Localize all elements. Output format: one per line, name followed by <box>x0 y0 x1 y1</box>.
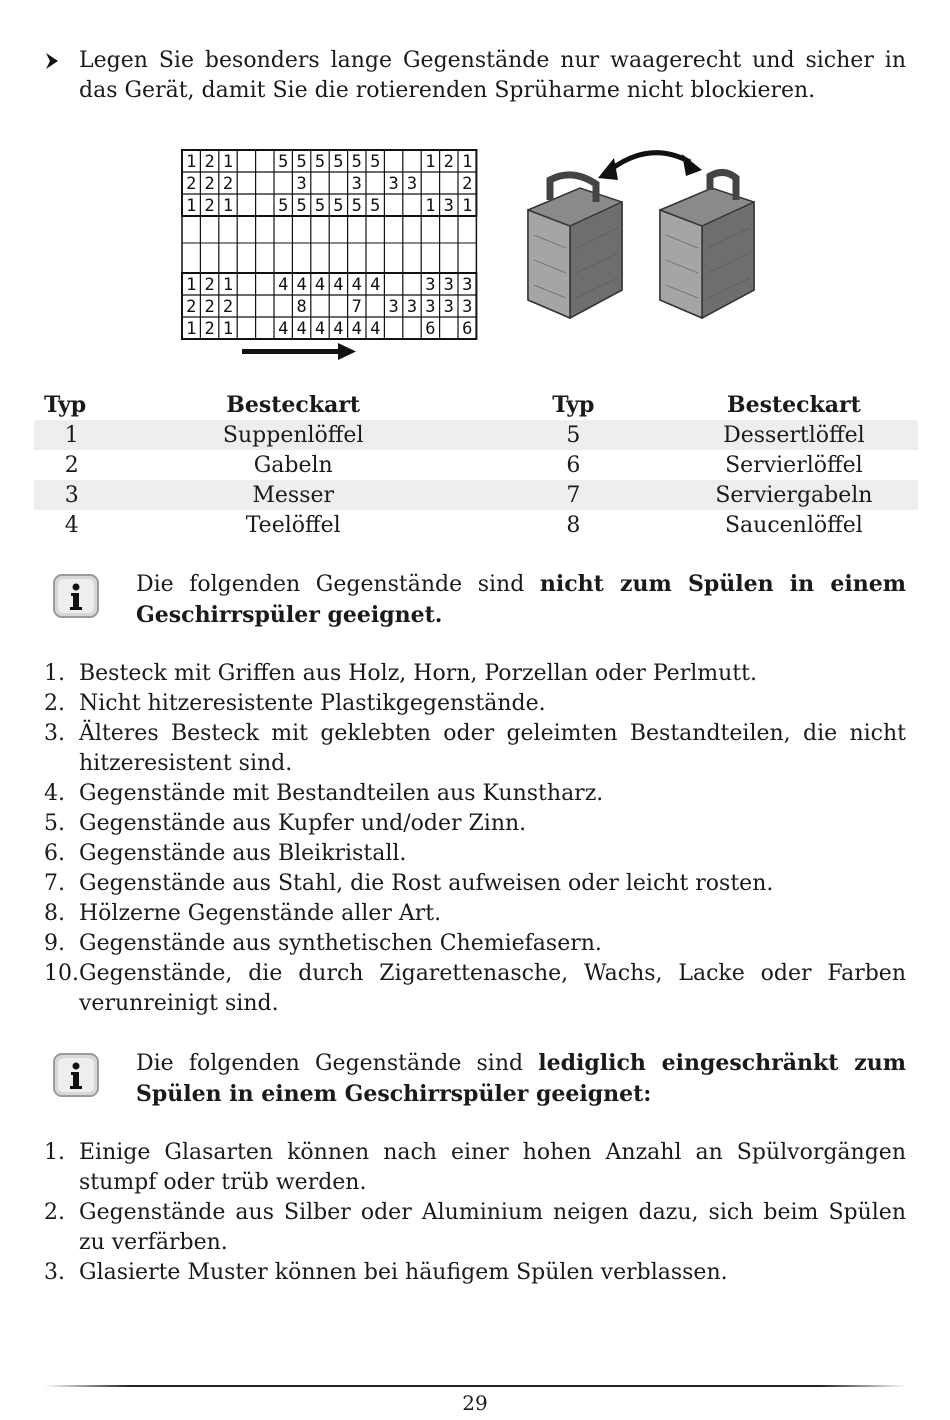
grid-cell-number: 5 <box>370 196 381 216</box>
grid-cell-number: 2 <box>204 297 215 317</box>
grid-cell-number: 4 <box>278 319 289 339</box>
intro-text: Legen Sie besonders lange Gegenstände nur waagerecht und sicher in das Gerät, damit Sie die rotierenden Sprüharme nicht blockieren. <box>79 48 906 103</box>
grid-cell-number: 1 <box>222 275 234 295</box>
cutlery-basket-figure <box>510 140 780 374</box>
footer-rule <box>44 1385 906 1387</box>
grid-cell-number: 5 <box>314 152 326 172</box>
right-arrow-icon <box>242 343 356 360</box>
table-cell: Dessertlöffel <box>670 420 918 450</box>
grid-cell-number: 3 <box>462 297 473 317</box>
grid-cell-number: 1 <box>186 319 197 339</box>
table-cell: 6 <box>566 452 581 478</box>
grid-cell-number: 3 <box>425 275 436 295</box>
grid-cell-number: 2 <box>204 196 215 216</box>
rotate-arrow-icon <box>598 153 702 180</box>
grid-cell-number: 2 <box>204 174 215 194</box>
grid-cell-number: 5 <box>333 196 344 216</box>
list-item: 4. Gegenstände mit Bestandteilen aus Kunstharz. <box>44 781 604 806</box>
info-note-not-suitable <box>44 569 906 631</box>
list-item: 10. Gegenstände, die durch Zigarettenasche, Wachs, Lacke oder Farben verunreinigt sind. <box>44 961 906 1016</box>
table-cell: Saucenlöffel <box>724 512 863 538</box>
info-icon <box>52 573 100 619</box>
grid-cell-number: 2 <box>204 319 215 339</box>
grid-cell-number: 1 <box>425 152 436 172</box>
grid-cell-number: 1 <box>186 275 197 295</box>
list-item: 2. Gegenstände aus Silber oder Aluminium neigen dazu, sich beim Spülen zu verfärben. <box>44 1200 906 1255</box>
table-cell: Gabeln <box>253 452 333 478</box>
arrow-bullet-icon <box>44 46 60 86</box>
grid-cell-number: 5 <box>351 196 362 216</box>
header-typ: Typ <box>552 391 595 418</box>
grid-cell-number: 3 <box>351 174 362 194</box>
grid-cell-number: 3 <box>443 196 454 216</box>
grid-cell-number: 4 <box>296 275 307 295</box>
grid-cell-number: 1 <box>186 196 197 216</box>
grid-cell-number: 3 <box>443 275 454 295</box>
grid-cell-number: 5 <box>278 196 289 216</box>
grid-cell-number: 1 <box>222 152 234 172</box>
not-suitable-list <box>44 659 906 1019</box>
table-cell: 7 <box>477 480 670 510</box>
grid-cell-number: 8 <box>296 297 307 317</box>
grid-cell-number: 4 <box>370 275 381 295</box>
page-number: 29 <box>462 1391 488 1415</box>
grid-cell-number: 5 <box>278 152 289 172</box>
grid-cell-number: 7 <box>351 297 362 317</box>
list-item: 3. Glasierte Muster können bei häufigem Spülen verblassen. <box>44 1260 728 1285</box>
table-cell: 4 <box>64 512 79 538</box>
list-item: 6. Gegenstände aus Bleikristall. <box>44 841 407 866</box>
grid-cell-number: 5 <box>351 152 362 172</box>
table-row <box>34 450 918 480</box>
grid-cell-number: 3 <box>388 297 399 317</box>
table-cell: Suppenlöffel <box>110 420 477 450</box>
table-row <box>34 480 918 510</box>
table-cell: 3 <box>34 480 110 510</box>
grid-cell-number: 1 <box>222 196 234 216</box>
grid-cell-number: 2 <box>222 297 234 317</box>
grid-cell-number: 4 <box>351 275 362 295</box>
intro-note <box>44 46 906 106</box>
grid-cell-number: 5 <box>370 152 381 172</box>
grid-cell-number: 4 <box>370 319 381 339</box>
grid-cell-number: 3 <box>462 275 473 295</box>
info-text <box>136 1048 906 1110</box>
table-cell: Servierlöffel <box>725 452 863 478</box>
list-item: 9. Gegenstände aus synthetischen Chemiefasern. <box>44 931 602 956</box>
grid-cell-number: 5 <box>314 196 326 216</box>
list-item: 1. Einige Glasarten können nach einer hohen Anzahl an Spülvorgängen stumpf oder trüb werden. <box>44 1140 906 1195</box>
grid-cell-number: 3 <box>388 174 399 194</box>
table-cell: 2 <box>64 452 79 478</box>
list-item: 5. Gegenstände aus Kupfer und/oder Zinn. <box>44 811 527 836</box>
grid-cell-number: 1 <box>222 319 234 339</box>
grid-cell-number: 2 <box>204 275 215 295</box>
limited-suitable-list <box>44 1138 906 1288</box>
grid-cell-number: 2 <box>443 152 454 172</box>
table-header-row <box>34 389 918 420</box>
grid-cell-number: 3 <box>406 174 418 194</box>
info-note-limited <box>44 1048 906 1110</box>
grid-cell-number: 1 <box>186 152 197 172</box>
grid-cell-number: 2 <box>222 174 234 194</box>
table-cell: Messer <box>110 480 477 510</box>
grid-cell-number: 4 <box>314 319 326 339</box>
header-typ: Typ <box>44 391 87 418</box>
info-text-bold: lediglich eingeschränkt zum Spülen in einem Geschirrspüler geeignet: <box>136 1050 906 1107</box>
grid-cell-number: 4 <box>333 319 344 339</box>
grid-cell-number: 3 <box>296 174 307 194</box>
header-besteckart: Besteckart <box>727 391 861 418</box>
info-icon <box>52 1052 100 1098</box>
grid-cell-number: 5 <box>296 196 307 216</box>
grid-cell-number: 1 <box>462 152 473 172</box>
grid-cell-number: 5 <box>333 152 344 172</box>
grid-cell-number: 4 <box>351 319 362 339</box>
list-item: 7. Gegenstände aus Stahl, die Rost aufweisen oder leicht rosten. <box>44 871 774 896</box>
list-item: 3. Älteres Besteck mit geklebten oder geleimten Bestandteilen, die nicht hitzeresistent sind. <box>44 721 906 776</box>
table-cell: Teelöffel <box>245 512 341 538</box>
grid-cell-number: 3 <box>406 297 418 317</box>
grid-cell-number: 3 <box>425 297 436 317</box>
grid-cell-number: 5 <box>296 152 307 172</box>
list-item: 1. Besteck mit Griffen aus Holz, Horn, Porzellan oder Perlmutt. <box>44 661 757 686</box>
table-row <box>34 420 918 450</box>
grid-cell-number: 4 <box>333 275 344 295</box>
table-cell: Serviergabeln <box>670 480 918 510</box>
list-item: 2. Nicht hitzeresistente Plastikgegenstände. <box>44 691 546 716</box>
info-text-bold: nicht zum Spülen in einem Geschirrspüler geeignet. <box>136 571 906 628</box>
cutlery-type-table <box>34 389 918 540</box>
grid-cell-number: 4 <box>278 275 289 295</box>
table-cell: 5 <box>477 420 670 450</box>
info-text-normal: Die folgenden Gegenstände sind <box>136 572 540 597</box>
grid-cell-number: 2 <box>186 297 197 317</box>
info-text-normal: Die folgenden Gegenstände sind <box>136 1051 539 1076</box>
grid-cell-number: 4 <box>296 319 307 339</box>
grid-cell-number: 4 <box>314 275 326 295</box>
grid-cell-number: 2 <box>462 174 473 194</box>
grid-cell-number: 6 <box>425 319 436 339</box>
info-text <box>136 569 906 631</box>
grid-cell-number: 3 <box>443 297 454 317</box>
grid-cell-number: 1 <box>425 196 436 216</box>
grid-cell-number: 1 <box>462 196 473 216</box>
grid-cell-number: 2 <box>186 174 197 194</box>
table-cell: 1 <box>34 420 110 450</box>
grid-cell-number: 2 <box>204 152 215 172</box>
header-besteckart: Besteckart <box>226 391 361 418</box>
table-cell: 8 <box>566 512 581 538</box>
grid-cell-number: 6 <box>462 319 473 339</box>
cutlery-grid-figure <box>180 148 480 367</box>
table-row <box>34 510 918 540</box>
list-item: 8. Hölzerne Gegenstände aller Art. <box>44 901 442 926</box>
